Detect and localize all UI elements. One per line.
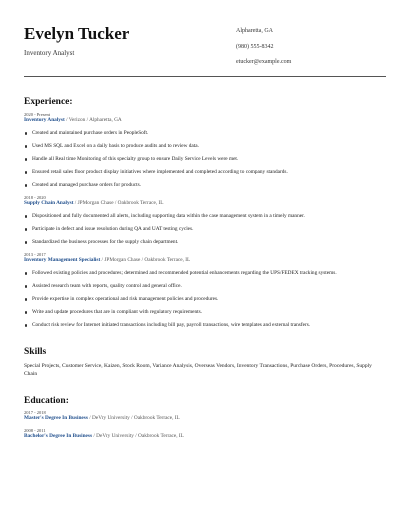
education-degree: Master's Degree In Business bbox=[24, 415, 88, 421]
education-org: / DeVry University / Oakbrook Terrace, IL bbox=[87, 415, 180, 421]
job-org: / JPMorgan Chase / Oakbrook Terrace, IL bbox=[73, 200, 164, 206]
job-role-line bbox=[24, 200, 386, 207]
contact-email: etucker@example.com bbox=[236, 59, 292, 65]
job-bullet: Assisted research team with reports, quality control and general office. bbox=[24, 283, 386, 290]
job-role: Inventory Analyst bbox=[24, 117, 65, 123]
education-entry bbox=[24, 410, 386, 422]
education-dates: 2017 - 2018 bbox=[24, 410, 46, 415]
education-line bbox=[24, 433, 386, 440]
education-dates: 2008 - 2011 bbox=[24, 428, 46, 433]
job-org: / JPMorgan Chase / Oakbrook Terrace, IL bbox=[100, 257, 191, 263]
job-role: Supply Chain Analyst bbox=[24, 200, 74, 206]
job-dates: 2018 - 2020 bbox=[24, 195, 46, 200]
education-org: / DeVry University / Oakbrook Terrace, IL bbox=[92, 433, 184, 439]
education-entry bbox=[24, 428, 386, 440]
education-line bbox=[24, 415, 386, 422]
job-bullet: Created and maintained purchase orders in PeopleSoft. bbox=[24, 130, 386, 137]
job-org: / Verizon / Alpharetta, GA bbox=[64, 117, 122, 123]
job-bullet: Participate in defect and issue resolution during QA and UAT testing cycles. bbox=[24, 226, 386, 233]
candidate-title: Inventory Analyst bbox=[24, 49, 75, 57]
job-dates: 2013 - 2017 bbox=[24, 252, 46, 257]
job-entry bbox=[24, 112, 386, 189]
contact-location: Alpharetta, GA bbox=[236, 28, 273, 34]
header-divider bbox=[24, 76, 386, 77]
job-bullet: Ensured retail sales floor product display initiatives where implemented and completed according to company standards. bbox=[24, 169, 386, 176]
job-bullet: Standardized the business processes for the supply chain department. bbox=[24, 239, 386, 246]
job-bullets bbox=[24, 270, 386, 329]
job-entry bbox=[24, 252, 386, 329]
experience-heading: Experience: bbox=[24, 97, 73, 107]
job-bullet: Conduct risk review for Internet initiated transactions including bill pay, payroll transactions, wire templates and external transfers. bbox=[24, 322, 386, 329]
education-heading: Education: bbox=[24, 396, 69, 406]
education-degree: Bachelor's Degree In Business bbox=[24, 433, 93, 439]
job-role-line bbox=[24, 117, 386, 124]
contact-phone: (980) 555-8342 bbox=[236, 43, 274, 50]
job-entry bbox=[24, 195, 386, 246]
skills-heading: Skills bbox=[24, 347, 47, 357]
job-dates: 2020 - Present bbox=[24, 112, 50, 117]
skills-list: Special Projects, Customer Service, Kaizen, Stock Room, Variance Analysis, Overseas Vendors, Inventory Transactions, Purchase Orders, Procedures, Supply Chain bbox=[24, 363, 372, 377]
job-bullet: Created and managed purchase orders for products. bbox=[24, 182, 386, 189]
name-block bbox=[24, 22, 129, 70]
job-bullets bbox=[24, 130, 386, 189]
resume-header bbox=[24, 22, 386, 70]
job-bullet: Followed existing policies and procedures; determined and recommended potential enhancements regarding the UPS/FEDEX tracking systems. bbox=[24, 270, 386, 277]
contact-block bbox=[236, 22, 386, 70]
job-bullets bbox=[24, 213, 386, 246]
job-role-line bbox=[24, 257, 386, 264]
job-bullet: Provide expertise in complex operational and risk management policies and procedures. bbox=[24, 296, 386, 303]
job-bullet: Write and update procedures that are in compliant with regulatory requirements. bbox=[24, 309, 386, 316]
job-bullet: Used MS SQL and Excel on a daily basis to produce audits and to review data. bbox=[24, 143, 386, 150]
job-bullet: Dispositioned and fully documented all alerts, including supporting data within the case management system in a timely manner. bbox=[24, 213, 386, 220]
job-bullet: Handle all Real time Monitoring of this specialty group to ensure Daily Service Levels were met. bbox=[24, 156, 386, 163]
candidate-name: Evelyn Tucker bbox=[24, 24, 130, 43]
job-role: Inventory Management Specialist bbox=[24, 257, 101, 263]
